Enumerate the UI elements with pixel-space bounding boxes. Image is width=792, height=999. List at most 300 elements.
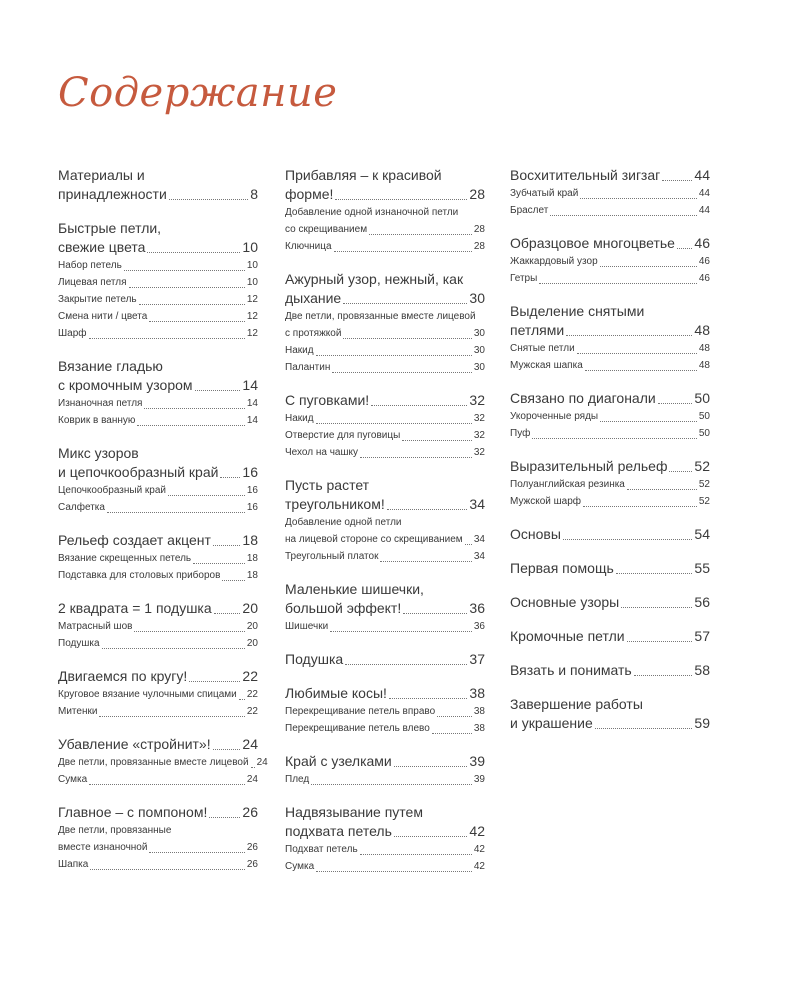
page-title: Содержание: [58, 70, 338, 116]
toc-subentry-row: [510, 476, 710, 493]
toc-chapter[interactable]: [510, 234, 710, 253]
toc-section: [285, 270, 485, 376]
toc-subentry-row: [285, 410, 485, 427]
toc-subentry[interactable]: [58, 308, 258, 325]
toc-subentry[interactable]: [285, 771, 485, 788]
toc-chapter-row: [285, 289, 485, 308]
page-number: 28: [473, 241, 485, 252]
toc-chapter[interactable]: [58, 531, 258, 550]
toc-subentry[interactable]: [58, 635, 258, 652]
page-number: 39: [469, 753, 485, 769]
toc-chapter-title: Кромочные петли: [510, 628, 625, 644]
dot-leader: [677, 248, 692, 249]
toc-chapter-title: свежие цвета: [58, 239, 146, 255]
toc-chapter[interactable]: [510, 559, 710, 578]
dot-leader: [369, 234, 472, 235]
toc-subentry-row: [285, 858, 485, 875]
toc-subentry-row: [58, 771, 258, 788]
toc-section: [285, 684, 485, 737]
toc-subentry[interactable]: [285, 427, 485, 444]
toc-chapter[interactable]: [58, 735, 258, 754]
toc-subentry-title: Отверстие для пуговицы: [285, 430, 401, 441]
toc-subentry-title: Сумка: [285, 861, 315, 872]
toc-subentry-row: [58, 274, 258, 291]
toc-subentry-title: Перекрещивание петель вправо: [285, 706, 436, 717]
page-number: 42: [473, 844, 485, 855]
page-number: 10: [242, 239, 258, 255]
toc-chapter-title: Образцовое многоцветье: [510, 235, 675, 251]
toc-section: [285, 650, 485, 669]
page-number: 16: [242, 464, 258, 480]
toc-subentry[interactable]: [285, 308, 485, 342]
page-number: 52: [694, 458, 710, 474]
toc-subentry-title: Шарф: [58, 328, 87, 339]
toc-subentry-title: Снятые петли: [510, 343, 575, 354]
toc-subentry[interactable]: [285, 858, 485, 875]
toc-chapter[interactable]: [510, 661, 710, 680]
toc-subentry[interactable]: [510, 253, 710, 270]
page-number: 50: [694, 390, 710, 406]
toc-chapter[interactable]: [58, 219, 258, 257]
toc-chapter-row: [510, 661, 710, 680]
dot-leader: [137, 425, 244, 426]
toc-subentry-title: Укороченные ряды: [510, 411, 599, 422]
toc-column-3: [510, 166, 710, 748]
toc-subentry-row: [285, 359, 485, 376]
toc-subentry-title: Изнаночная петля: [58, 398, 143, 409]
toc-chapter[interactable]: [58, 444, 258, 482]
toc-subentry[interactable]: [58, 822, 258, 856]
dot-leader: [402, 440, 472, 441]
toc-chapter[interactable]: [510, 166, 710, 185]
toc-chapter-row: [58, 599, 258, 618]
toc-chapter-row: [510, 321, 710, 340]
toc-chapter-title: форме!: [285, 186, 334, 202]
dot-leader: [239, 699, 245, 700]
toc-subentry-row: [510, 185, 710, 202]
toc-section: [510, 389, 710, 442]
toc-chapter-line: Вязание гладью: [58, 358, 163, 374]
toc-subentry-row: [58, 856, 258, 873]
toc-subentry-title: Коврик в ванную: [58, 415, 136, 426]
page-number: 30: [469, 290, 485, 306]
dot-leader: [345, 664, 467, 665]
toc-column-1: [58, 166, 268, 888]
toc-subentry[interactable]: [58, 412, 258, 429]
toc-subentry-row: [58, 550, 258, 567]
toc-subentry-row: [285, 342, 485, 359]
toc-subentry-title: Палантин: [285, 362, 331, 373]
page-number: 12: [246, 294, 258, 305]
toc-subentry[interactable]: [58, 325, 258, 342]
toc-chapter-row: [285, 684, 485, 703]
toc-chapter-title: С пуговками!: [285, 392, 370, 408]
toc-section: [58, 444, 258, 516]
page-number: 18: [242, 532, 258, 548]
toc-chapter-row: [285, 495, 485, 514]
toc-chapter-title: 2 квадрата = 1 подушка: [58, 600, 212, 616]
toc-chapter-title: дыхание: [285, 290, 342, 306]
toc-section: [510, 457, 710, 510]
page-number: 14: [242, 377, 258, 393]
toc-chapter-title: Основы: [510, 526, 561, 542]
toc-subentry-line: Добавление одной изнаночной петли: [285, 207, 459, 218]
toc-subentry-title: Треугольный платок: [285, 551, 379, 562]
toc-section: [58, 599, 258, 652]
toc-subentry-row: [58, 754, 268, 771]
page-number: 24: [246, 774, 258, 785]
dot-leader: [149, 852, 244, 853]
dot-leader: [316, 871, 472, 872]
toc-subentry[interactable]: [58, 567, 258, 584]
toc-chapter-row: [510, 593, 710, 612]
toc-subentry-title: Перекрещивание петель влево: [285, 723, 430, 734]
dot-leader: [193, 563, 245, 564]
toc-chapter[interactable]: [510, 695, 710, 733]
dot-leader: [343, 338, 471, 339]
toc-chapter[interactable]: [285, 752, 485, 771]
toc-chapter-title: Главное – с помпоном!: [58, 804, 208, 820]
page-number: 18: [246, 570, 258, 581]
page-number: 32: [469, 392, 485, 408]
dot-leader: [563, 539, 693, 540]
toc-chapter-title: треугольником!: [285, 496, 385, 512]
toc-subentry-title: Мужская шапка: [510, 360, 583, 371]
toc-subentry-row: [285, 841, 485, 858]
toc-chapter-title: Двигаемся по кругу!: [58, 668, 188, 684]
toc-chapter-row: [58, 238, 258, 257]
toc-chapter[interactable]: [285, 166, 485, 204]
toc-subentry-row: [510, 270, 710, 287]
toc-chapter-title: Выразительный рельеф: [510, 458, 668, 474]
toc-chapter-title: Связано по диагонали: [510, 390, 656, 406]
page-number: 58: [694, 662, 710, 678]
page-number: 38: [469, 685, 485, 701]
toc-section: [285, 803, 485, 875]
toc-chapter[interactable]: [285, 270, 485, 308]
toc-subentry[interactable]: [510, 493, 710, 510]
toc-subentry-title: Набор петель: [58, 260, 122, 271]
toc-subentry[interactable]: [58, 550, 258, 567]
toc-chapter-row: [285, 185, 485, 204]
toc-subentry-title: Чехол на чашку: [285, 447, 358, 458]
dot-leader: [539, 283, 697, 284]
toc-subentry[interactable]: [285, 359, 485, 376]
dot-leader: [437, 716, 472, 717]
toc-subentry-title: Лицевая петля: [58, 277, 127, 288]
dot-leader: [311, 784, 472, 785]
toc-subentry-title: с протяжкой: [285, 328, 342, 339]
toc-chapter-row: [285, 599, 485, 618]
toc-chapter[interactable]: [58, 599, 258, 618]
dot-leader: [90, 869, 245, 870]
toc-subentry[interactable]: [285, 204, 485, 238]
dot-leader: [394, 766, 468, 767]
toc-subentry-title: Зубчатый край: [510, 188, 579, 199]
dot-leader: [577, 353, 697, 354]
toc-subentry-row: [510, 493, 710, 510]
toc-section: [510, 661, 710, 680]
toc-section: [510, 627, 710, 646]
dot-leader: [147, 252, 240, 253]
toc-chapter[interactable]: [58, 357, 258, 395]
dot-leader: [360, 854, 472, 855]
toc-subentry[interactable]: [510, 340, 710, 357]
toc-subentry[interactable]: [58, 754, 268, 771]
toc-subentry-title: Матрасный шов: [58, 621, 133, 632]
page-number: 20: [246, 621, 258, 632]
dot-leader: [335, 199, 467, 200]
toc-column-2: [285, 166, 485, 890]
toc-subentry[interactable]: [510, 476, 710, 493]
toc-subentry[interactable]: [285, 841, 485, 858]
toc-chapter[interactable]: [510, 302, 710, 340]
dot-leader: [220, 477, 240, 478]
dot-leader: [99, 716, 244, 717]
toc-chapter-title: Рельеф создает акцент: [58, 532, 211, 548]
toc-section: [285, 580, 485, 635]
toc-subentry[interactable]: [510, 408, 710, 425]
page-number: 8: [250, 186, 258, 202]
toc-subentry[interactable]: [285, 720, 485, 737]
toc-subentry-line: Добавление одной петли: [285, 517, 402, 528]
dot-leader: [583, 506, 697, 507]
toc-subentry-row: [58, 703, 258, 720]
toc-subentry-row: [285, 548, 485, 565]
toc-section: [510, 593, 710, 612]
page-number: 48: [694, 322, 710, 338]
toc-chapter-line: Надвязывание путем: [285, 804, 423, 820]
toc-subentry-row: [285, 444, 485, 461]
page-number: 32: [473, 447, 485, 458]
dot-leader: [662, 180, 692, 181]
toc-subentry-line: Две петли, провязанные вместе лицевой: [285, 311, 476, 322]
dot-leader: [129, 287, 245, 288]
toc-chapter-title: подхвата петель: [285, 823, 392, 839]
page-number: 20: [246, 638, 258, 649]
toc-subentry-title: Подхват петель: [285, 844, 358, 855]
toc-chapter-row: [510, 714, 710, 733]
toc-section: [510, 525, 710, 544]
page-number: 14: [246, 415, 258, 426]
toc-chapter[interactable]: [285, 580, 485, 618]
toc-section: [285, 166, 485, 255]
toc-subentry[interactable]: [285, 410, 485, 427]
dot-leader: [394, 836, 468, 837]
dot-leader: [89, 338, 245, 339]
dot-leader: [380, 561, 471, 562]
toc-chapter-title: Основные узоры: [510, 594, 620, 610]
dot-leader: [102, 648, 245, 649]
page-number: 30: [473, 362, 485, 373]
toc-subentry[interactable]: [285, 548, 485, 565]
page-number: 48: [698, 343, 710, 354]
toc-subentry-row: [285, 221, 485, 238]
dot-leader: [209, 817, 240, 818]
dot-leader: [251, 767, 255, 768]
page-number: 12: [246, 328, 258, 339]
dot-leader: [316, 423, 472, 424]
toc-subentry[interactable]: [58, 274, 258, 291]
toc-chapter[interactable]: [58, 803, 258, 822]
toc-subentry[interactable]: [285, 444, 485, 461]
page-number: 34: [473, 534, 485, 545]
page-number: 39: [473, 774, 485, 785]
page-number: 38: [473, 706, 485, 717]
page-number: 55: [694, 560, 710, 576]
toc-subentry[interactable]: [285, 514, 485, 548]
toc-subentry[interactable]: [285, 618, 485, 635]
toc-subentry[interactable]: [510, 270, 710, 287]
page-number: 48: [698, 360, 710, 371]
page-number: 46: [698, 256, 710, 267]
toc-chapter[interactable]: [510, 389, 710, 408]
toc-subentry-title: Жаккардовый узор: [510, 256, 598, 267]
toc-subentry-title: со скрещиванием: [285, 224, 368, 235]
toc-subentry[interactable]: [285, 238, 485, 255]
toc-chapter[interactable]: [285, 684, 485, 703]
toc-chapter[interactable]: [285, 391, 485, 410]
toc-subentry-row: [58, 567, 258, 584]
toc-subentry[interactable]: [58, 257, 258, 274]
toc-subentry[interactable]: [58, 395, 258, 412]
toc-subentry-row: [510, 408, 710, 425]
dot-leader: [532, 438, 697, 439]
page-number: 24: [242, 736, 258, 752]
toc-section: [510, 234, 710, 287]
page-number: 16: [246, 502, 258, 513]
page-number: 46: [698, 273, 710, 284]
dot-leader: [627, 489, 697, 490]
dot-leader: [214, 613, 241, 614]
toc-subentry[interactable]: [58, 703, 258, 720]
toc-chapter[interactable]: [58, 166, 258, 204]
page-number: 34: [469, 496, 485, 512]
dot-leader: [330, 631, 472, 632]
toc-chapter-row: [510, 627, 710, 646]
page-number: 14: [246, 398, 258, 409]
toc-chapter[interactable]: [510, 593, 710, 612]
page-number: 59: [694, 715, 710, 731]
toc-chapter-line: Пусть растет: [285, 477, 370, 493]
dot-leader: [627, 641, 693, 642]
toc-subentry[interactable]: [58, 686, 258, 703]
toc-subentry[interactable]: [285, 703, 485, 720]
toc-subentry-row: [510, 253, 710, 270]
toc-chapter[interactable]: [285, 650, 485, 669]
toc-chapter-row: [285, 391, 485, 410]
toc-subentry-row: [58, 308, 258, 325]
toc-subentry[interactable]: [58, 291, 258, 308]
toc-chapter-title: большой эффект!: [285, 600, 402, 616]
page-number: 44: [694, 167, 710, 183]
toc-subentry-title: Подушка: [58, 638, 100, 649]
toc-chapter[interactable]: [510, 525, 710, 544]
toc-chapter-title: Убавление «стройнит»!: [58, 736, 211, 752]
toc-section: [58, 219, 258, 342]
toc-subentry-line: Две петли, провязанные: [58, 825, 172, 836]
page-number: 38: [473, 723, 485, 734]
dot-leader: [168, 495, 245, 496]
toc-subentry[interactable]: [58, 856, 258, 873]
page-number: 52: [698, 496, 710, 507]
toc-subentry[interactable]: [285, 342, 485, 359]
page-number: 50: [698, 428, 710, 439]
toc-subentry[interactable]: [58, 618, 258, 635]
toc-chapter[interactable]: [285, 476, 485, 514]
toc-chapter[interactable]: [285, 803, 485, 841]
toc-subentry-title: Браслет: [510, 205, 549, 216]
toc-chapter-line: Завершение работы: [510, 696, 643, 712]
toc-subentry[interactable]: [510, 202, 710, 219]
dot-leader: [634, 675, 693, 676]
toc-subentry[interactable]: [58, 499, 258, 516]
toc-section: [58, 166, 258, 204]
toc-subentry-row: [285, 238, 485, 255]
toc-subentry[interactable]: [510, 425, 710, 442]
toc-chapter-title: Вязать и понимать: [510, 662, 632, 678]
page-number: 10: [246, 277, 258, 288]
toc-chapter[interactable]: [510, 457, 710, 476]
toc-chapter-row: [510, 389, 710, 408]
toc-chapter-row: [510, 559, 710, 578]
dot-leader: [334, 251, 472, 252]
toc-chapter-title: Любимые косы!: [285, 685, 387, 701]
dot-leader: [149, 321, 245, 322]
toc-subentry-row: [510, 340, 710, 357]
toc-subentry-row: [285, 771, 485, 788]
toc-section: [58, 357, 258, 429]
toc-subentry[interactable]: [510, 185, 710, 202]
toc-chapter-row: [510, 525, 710, 544]
page-number: 57: [694, 628, 710, 644]
dot-leader: [139, 304, 245, 305]
dot-leader: [595, 728, 693, 729]
dot-leader: [566, 335, 692, 336]
toc-subentry[interactable]: [58, 482, 258, 499]
dot-leader: [213, 749, 241, 750]
page-number: 26: [246, 842, 258, 853]
page-number: 44: [698, 188, 710, 199]
toc-subentry-title: Пуф: [510, 428, 531, 439]
page-number: 30: [473, 328, 485, 339]
page-number: 42: [473, 861, 485, 872]
page-number: 46: [694, 235, 710, 251]
toc-chapter-line: Маленькие шишечки,: [285, 581, 424, 597]
toc-subentry-title: Мужской шарф: [510, 496, 582, 507]
page-number: 37: [469, 651, 485, 667]
toc-subentry-title: Круговое вязание чулочными спицами: [58, 689, 237, 700]
dot-leader: [316, 355, 472, 356]
toc-chapter-line: Ажурный узор, нежный, как: [285, 271, 464, 287]
page-number: 18: [246, 553, 258, 564]
toc-subentry-row: [285, 427, 485, 444]
toc-subentry-row: [285, 325, 485, 342]
dot-leader: [432, 733, 472, 734]
toc-chapter-row: [58, 463, 258, 482]
toc-subentry[interactable]: [510, 357, 710, 374]
page-number: 12: [246, 311, 258, 322]
toc-chapter[interactable]: [510, 627, 710, 646]
toc-subentry-title: Плед: [285, 774, 310, 785]
toc-chapter[interactable]: [58, 667, 258, 686]
toc-subentry-title: Вязание скрещенных петель: [58, 553, 192, 564]
page-number: 50: [698, 411, 710, 422]
toc-subentry-title: на лицевой стороне со скрещиванием: [285, 534, 463, 545]
toc-subentry-row: [285, 531, 485, 548]
toc-section: [58, 667, 258, 720]
toc-subentry[interactable]: [58, 771, 258, 788]
